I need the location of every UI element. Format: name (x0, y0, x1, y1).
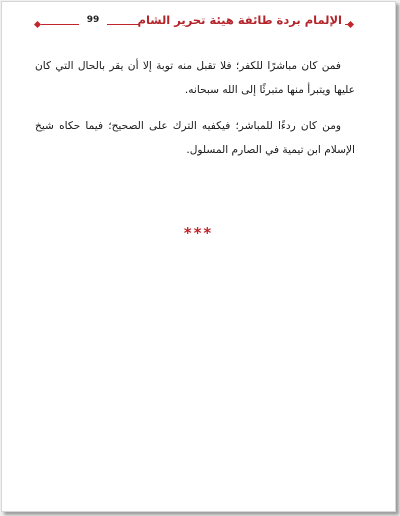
page-header (35, 13, 353, 35)
page-number: 99 (86, 15, 100, 25)
document-page (1, 1, 396, 512)
running-title: الإلمام بردة طائفة هيئة تحرير الشام (137, 13, 342, 27)
section-separator: *** (183, 224, 214, 242)
header-left-rule (41, 24, 79, 25)
header-middle-rule (107, 24, 139, 25)
header-left-ornament (34, 21, 41, 28)
body-text (35, 54, 355, 174)
paragraph: فمن كان مباشرًا للكفر؛ فلا تقبل منه توبة إلا أن يقر بالحال التي كان عليها ويتبرأ منها متبرئًا إلى الله سبحانه. (35, 60, 355, 96)
paragraph: ومن كان ردءًا للمباشر؛ فيكفيه الترك على الصحيح؛ فيما حكاه شيخ الإسلام ابن تيمية في الصارم المسلول. (35, 120, 355, 156)
header-right-ornament (347, 21, 354, 28)
